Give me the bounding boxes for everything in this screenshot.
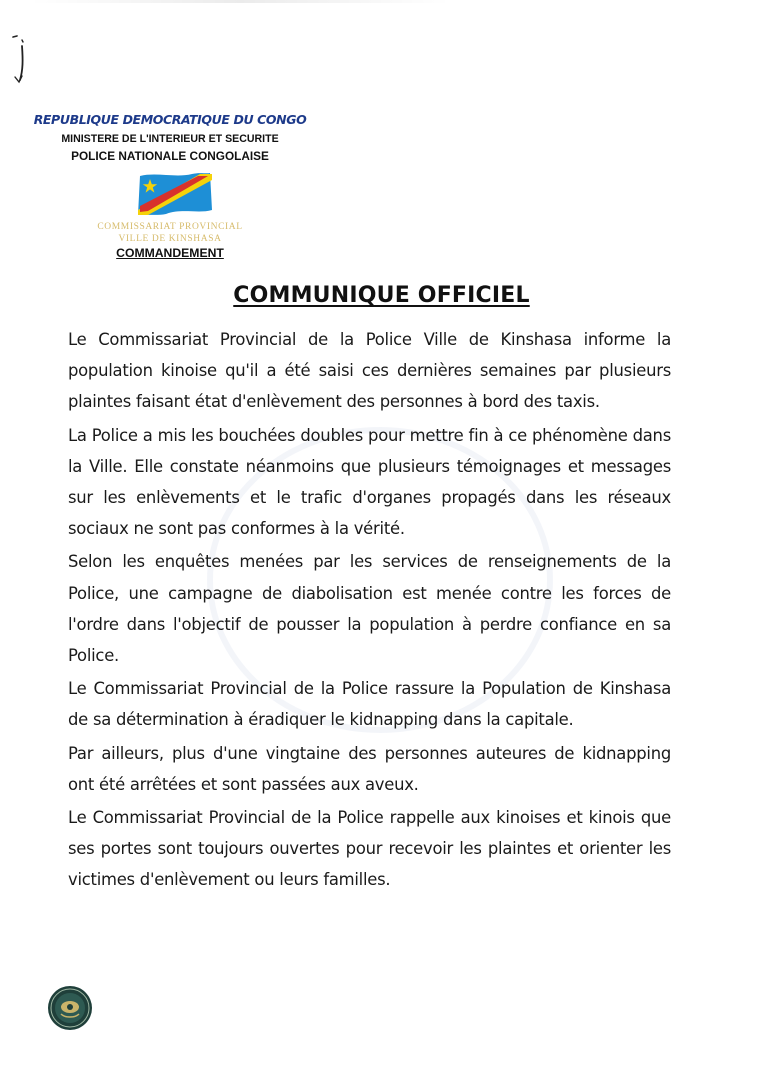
paragraph: Selon les enquêtes menées par les services de renseignements de la Police, une campagne de diabolisation est menée contre les forces de l'ordre dans l'objectif de pousser la population à perdre confiance en sa Police. bbox=[68, 552, 671, 666]
paragraph: Le Commissariat Provincial de la Police Ville de Kinshasa informe la population kinoise qu'il a été saisi ces dernières semaines par plusieurs plaintes faisant état d'enlèvement des personnes à bord des taxis. bbox=[68, 330, 671, 412]
police-name: POLICE NATIONALE CONGOLAISE bbox=[71, 149, 269, 163]
drc-flag-icon bbox=[136, 170, 214, 218]
paragraph: Par ailleurs, plus d'une vingtaine des personnes auteures de kidnapping ont été arrêtées et sont passées aux aveux. bbox=[68, 743, 671, 794]
commandement-label: COMMANDEMENT bbox=[116, 246, 224, 260]
country-name: REPUBLIQUE DEMOCRATIQUE DU CONGO bbox=[33, 112, 307, 127]
stamp-line-city: VILLE DE KINSHASA bbox=[118, 234, 222, 244]
handwritten-mark-icon bbox=[6, 30, 32, 88]
scan-edge-shadow bbox=[30, 0, 450, 3]
paragraph: Le Commissariat Provincial de la Police rappelle aux kinoises et kinois que ses portes sont toujours ouvertes pour recevoir les plaintes et orienter les victimes d'enlèvement ou leurs familles. bbox=[68, 808, 671, 890]
police-seal-icon bbox=[47, 985, 93, 1031]
communique-body bbox=[68, 324, 671, 898]
document-title: COMMUNIQUE OFFICIEL bbox=[233, 283, 530, 308]
letterhead bbox=[30, 112, 310, 260]
ministry-name: MINISTERE DE L'INTERIEUR ET SECURITE bbox=[61, 133, 279, 145]
stamp-line-commissariat: COMMISSARIAT PROVINCIAL bbox=[97, 222, 243, 232]
paragraph: La Police a mis les bouchées doubles pour mettre fin à ce phénomène dans la Ville. Elle constate néanmoins que plusieurs témoignages et messages sur les enlèvements et le trafic d'organes propagés dans les réseaux sociaux ne sont pas conformes à la vérité. bbox=[68, 425, 671, 539]
paragraph: Le Commissariat Provincial de la Police rassure la Population de Kinshasa de sa détermination à éradiquer le kidnapping dans la capitale. bbox=[68, 679, 671, 730]
